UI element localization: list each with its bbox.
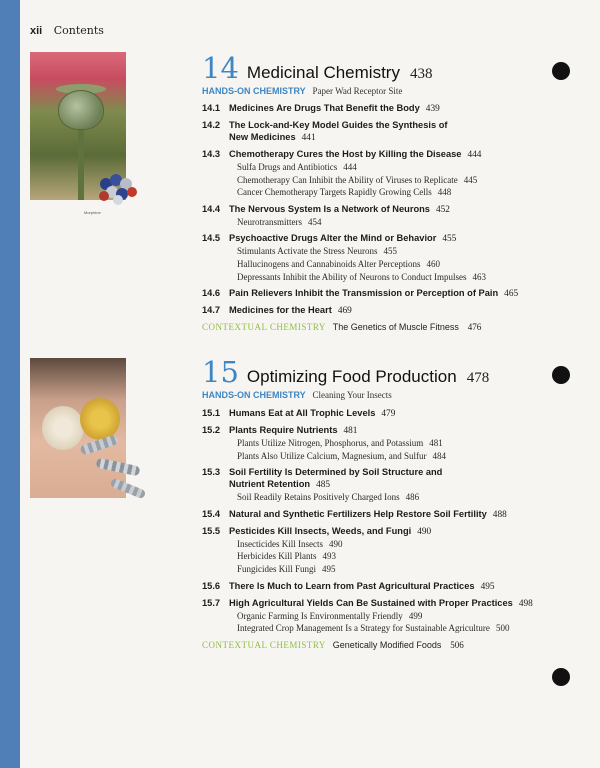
subsection-title: Herbicides Kill Plants <box>237 551 317 562</box>
section-entry[interactable] <box>202 525 552 538</box>
hands-on-line <box>202 85 552 98</box>
section-number: 14.1 <box>202 103 221 113</box>
section-title: High Agricultural Yields Can Be Sustained with Proper Practices <box>229 597 513 608</box>
chapter-number: 15 <box>202 355 239 389</box>
subsection-page: 463 <box>472 271 486 282</box>
section-page: 488 <box>492 509 507 520</box>
subsection-title: Sulfa Drugs and Antibiotics <box>237 162 338 172</box>
subsection-title: Cancer Chemotherapy Targets Rapidly Growing Cells <box>237 187 432 198</box>
white-grain-pile <box>42 406 84 450</box>
contextual-chemistry-line[interactable] <box>202 639 552 652</box>
contextual-page: 506 <box>450 639 464 650</box>
subsection-entry[interactable] <box>202 550 552 563</box>
subsection-page: 454 <box>307 216 322 227</box>
section-title: Pain Relievers Inhibit the Transmission or Perception of Pain <box>229 288 499 299</box>
section-title: Medicines for the Heart <box>229 305 332 316</box>
section-title: Soil Fertility Is Determined by Soil Structure and Nutrient Retention <box>229 467 443 490</box>
section-entry[interactable] <box>202 232 552 245</box>
subsection-title: Soil Readily Retains Positively Charged Ions <box>237 492 400 503</box>
section-title: There Is Much to Learn from Past Agricultural Practices <box>229 580 475 591</box>
subsection-entry[interactable] <box>202 271 552 284</box>
section-entry[interactable] <box>202 597 552 610</box>
hands-on-title: Paper Wad Receptor Site <box>312 86 403 96</box>
section-number: 14.5 <box>202 233 221 244</box>
section-entry[interactable] <box>202 203 552 216</box>
yellow-grain-pile <box>80 398 120 440</box>
section-page: 444 <box>467 150 482 160</box>
section-number: 15.2 <box>202 425 221 435</box>
section-number: 14.2 <box>202 120 221 130</box>
section-entry[interactable] <box>202 580 552 593</box>
section-entry[interactable] <box>202 119 552 144</box>
subsection-page: 448 <box>437 187 452 198</box>
section-page: 495 <box>480 581 495 592</box>
contextual-title: The Genetics of Muscle Fitness <box>332 322 459 333</box>
chapter-number: 14 <box>202 51 239 85</box>
page-label: Contents <box>53 24 104 37</box>
subsection-page: 445 <box>463 174 478 185</box>
subsection-entry[interactable] <box>202 563 552 576</box>
chapter-title[interactable]: Optimizing Food Production <box>246 367 457 386</box>
hands-on-line <box>202 389 552 402</box>
subsection-page: 486 <box>405 492 420 503</box>
chapter-page: 478 <box>466 370 490 386</box>
section-title: Natural and Synthetic Fertilizers Help Restore Soil Fertility <box>229 508 487 519</box>
section-number: 14.4 <box>202 203 221 214</box>
section-number: 15.7 <box>202 597 221 608</box>
binder-hole <box>552 62 570 80</box>
subsection-page: 455 <box>383 246 397 257</box>
subsection-title: Plants Also Utilize Calcium, Magnesium, and Sulfur <box>237 450 427 461</box>
subsection-page: 495 <box>322 563 336 574</box>
subsection-page: 490 <box>328 538 343 549</box>
section-page: 452 <box>435 204 450 215</box>
section-page: 490 <box>417 526 432 537</box>
section-entry[interactable] <box>202 148 552 161</box>
hands-with-grain-photo <box>30 358 126 498</box>
section-page: 498 <box>518 598 533 609</box>
subsection-title: Insecticides Kill Insects <box>237 538 323 549</box>
subsection-entry[interactable] <box>202 450 552 463</box>
chapter-heading <box>202 356 552 388</box>
hands-on-tag: HANDS-ON CHEMISTRY <box>202 390 306 400</box>
contextual-chemistry-line[interactable] <box>202 321 552 334</box>
contextual-page: 476 <box>467 322 482 333</box>
subsection-page: 493 <box>322 551 336 562</box>
chapter-title[interactable]: Medicinal Chemistry <box>246 63 400 82</box>
subsection-entry[interactable] <box>202 622 552 635</box>
page-number: xii <box>30 25 43 37</box>
subsection-title: Fungicides Kill Fungi <box>237 563 317 574</box>
section-title: Pesticides Kill Insects, Weeds, and Fungi <box>229 525 412 536</box>
section-number: 14.7 <box>202 305 221 316</box>
chapter-14 <box>202 52 552 334</box>
subsection-entry[interactable] <box>202 174 552 187</box>
section-page: 455 <box>442 234 457 245</box>
subsection-entry[interactable] <box>202 161 552 174</box>
subsection-entry[interactable] <box>202 491 552 504</box>
section-page: 479 <box>381 409 396 419</box>
subsection-page: 499 <box>408 610 423 621</box>
subsection-entry[interactable] <box>202 610 552 623</box>
poppy-stem <box>78 128 84 200</box>
subsection-title: Hallucinogens and Cannabinoids Alter Perceptions <box>237 258 421 269</box>
morphine-molecule-image <box>96 170 140 208</box>
section-number: 15.4 <box>202 508 221 519</box>
section-title: Psychoactive Drugs Alter the Mind or Behavior <box>229 233 437 244</box>
contextual-tag: CONTEXTUAL CHEMISTRY <box>202 639 326 650</box>
chapter-page: 438 <box>409 66 433 82</box>
poppy-pod <box>58 90 104 130</box>
section-page: 469 <box>337 306 352 317</box>
section-title: The Lock-and-Key Model Guides the Synthesis of New Medicines <box>229 120 448 142</box>
subsection-title: Depressants Inhibit the Ability of Neurons to Conduct Impulses <box>237 271 467 282</box>
section-number: 15.6 <box>202 580 221 591</box>
section-page: 481 <box>343 426 358 436</box>
binder-hole <box>552 366 570 384</box>
section-number: 15.3 <box>202 467 221 478</box>
section-entry[interactable] <box>202 102 552 115</box>
chapter-heading <box>202 52 552 84</box>
subsection-page: 500 <box>495 623 510 634</box>
subsection-page: 460 <box>426 258 440 269</box>
section-page: 485 <box>316 480 331 491</box>
subsection-title: Stimulants Activate the Stress Neurons <box>237 246 378 257</box>
subsection-entry[interactable] <box>202 245 552 258</box>
subsection-page: 444 <box>343 162 357 172</box>
subsection-entry[interactable] <box>202 437 552 450</box>
subsection-title: Plants Utilize Nitrogen, Phosphorus, and Potassium <box>237 438 424 448</box>
section-title: Medicines Are Drugs That Benefit the Body <box>229 103 420 113</box>
section-number: 15.5 <box>202 525 221 536</box>
subsection-page: 481 <box>429 438 443 448</box>
section-page: 465 <box>504 289 519 300</box>
left-color-band <box>0 0 20 768</box>
section-entry[interactable] <box>202 508 552 521</box>
section-entry[interactable] <box>202 304 552 317</box>
subsection-title: Chemotherapy Can Inhibit the Ability of Viruses to Replicate <box>237 174 458 185</box>
subsection-page: 484 <box>432 450 446 461</box>
section-title: Plants Require Nutrients <box>229 425 338 435</box>
section-entry[interactable] <box>202 407 552 420</box>
section-entry[interactable] <box>202 466 552 491</box>
subsection-entry[interactable] <box>202 258 552 271</box>
binder-hole <box>552 668 570 686</box>
subsection-entry[interactable] <box>202 186 552 199</box>
contextual-tag: CONTEXTUAL CHEMISTRY <box>202 322 326 333</box>
section-entry[interactable] <box>202 287 552 300</box>
subsection-title: Integrated Crop Management Is a Strategy for Sustainable Agriculture <box>237 623 490 634</box>
section-number: 14.6 <box>202 288 221 299</box>
section-page: 441 <box>301 133 316 143</box>
subsection-entry[interactable] <box>202 538 552 551</box>
contextual-title: Genetically Modified Foods <box>332 639 442 650</box>
section-entry[interactable] <box>202 424 552 437</box>
section-number: 15.1 <box>202 408 221 418</box>
section-title: The Nervous System Is a Network of Neurons <box>229 203 430 214</box>
molecule-caption: Morphine <box>84 210 101 215</box>
chapter-15 <box>202 356 552 652</box>
hands-on-title: Cleaning Your Insects <box>312 390 392 400</box>
section-title: Chemotherapy Cures the Host by Killing the Disease <box>229 149 462 159</box>
section-title: Humans Eat at All Trophic Levels <box>229 408 376 418</box>
subsection-entry[interactable] <box>202 216 552 229</box>
subsection-title: Organic Farming Is Environmentally Friendly <box>237 610 403 621</box>
section-number: 14.3 <box>202 149 221 159</box>
page-header <box>30 24 104 37</box>
section-page: 439 <box>425 104 440 114</box>
subsection-title: Neurotransmitters <box>237 216 302 227</box>
hands-on-tag: HANDS-ON CHEMISTRY <box>202 86 306 96</box>
